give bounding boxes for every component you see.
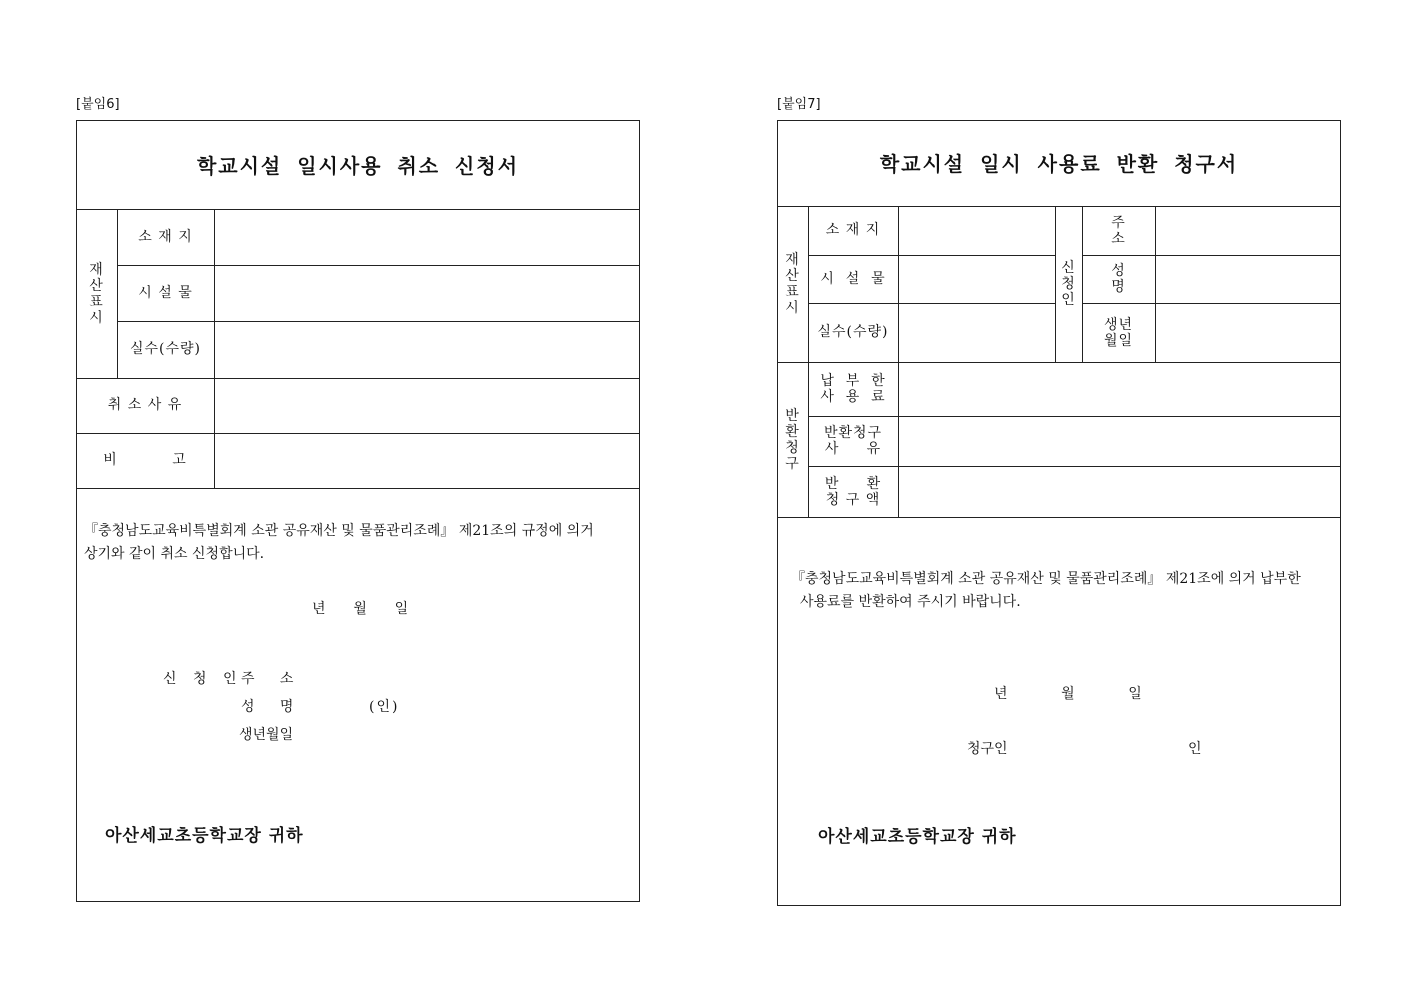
label-part: 생년 (1103, 316, 1134, 333)
refund-amount-label (808, 466, 898, 517)
label-part: 월일 (1103, 332, 1134, 349)
group-char: 환 (785, 423, 800, 440)
group-char: 산 (89, 277, 104, 294)
label-part: 명 (1111, 279, 1126, 295)
form-title: 학교시설 일시사용 취소 신청서 (196, 154, 520, 178)
regulation-text: 『충청남도교육비특별회계 소관 공유재산 및 물품관리조례』 제21조의 규정에 의거 (84, 523, 594, 539)
group-char: 시 (89, 309, 104, 326)
location-field[interactable] (899, 207, 1054, 255)
paid-fee-field[interactable] (899, 363, 1340, 416)
location-label: 소 재 지 (138, 228, 193, 245)
attachment-tag-7: [붙임7] (777, 97, 821, 112)
label-part: 청 구 액 (825, 491, 881, 508)
seal-mark: 인 (1188, 741, 1202, 757)
group-char: 재 (89, 261, 104, 278)
group-char: 청 (785, 439, 800, 456)
group-char: 산 (785, 268, 800, 284)
facility-label: 시 설 물 (820, 270, 886, 287)
cancel-reason-field[interactable] (215, 379, 639, 433)
group-char: 청 (1061, 276, 1076, 292)
property-group-label (76, 209, 117, 378)
paid-fee-label (808, 362, 898, 416)
divider (777, 517, 1341, 518)
group-char: 신 (1061, 260, 1076, 276)
birth-label (1082, 303, 1155, 362)
birth-label: 생년월일 (239, 727, 294, 743)
property-group-label (777, 206, 808, 362)
facility-label: 시 설 물 (138, 284, 193, 301)
label-part: 사 유 (824, 441, 882, 457)
name-label: 성 명 (241, 699, 297, 715)
request-text: 사용료를 반환하여 주시기 바랍니다. (800, 594, 1021, 610)
label-part: 성 (1111, 263, 1126, 279)
address-label (1082, 206, 1155, 255)
rooms-field[interactable] (215, 322, 639, 378)
rooms-field[interactable] (899, 304, 1054, 362)
name-label (1082, 255, 1155, 303)
label-part: 반환청구 (823, 425, 883, 441)
label-part: 주 (1111, 214, 1126, 231)
divider (76, 488, 640, 489)
refund-group-label (777, 362, 808, 517)
location-field[interactable] (215, 210, 639, 265)
form-title: 학교시설 일시 사용료 반환 청구서 (879, 152, 1239, 176)
rooms-label: 실수(수량) (129, 341, 202, 357)
claimant-label: 청구인 (967, 741, 1008, 757)
applicant-label: 신 청 인 (163, 671, 243, 687)
facility-field[interactable] (215, 266, 639, 321)
group-char: 재 (785, 252, 800, 268)
refund-amount-field[interactable] (899, 467, 1340, 517)
group-char: 인 (1061, 292, 1076, 308)
facility-field[interactable] (899, 256, 1054, 303)
label-part: 납 부 한 (820, 373, 886, 389)
group-char: 표 (785, 284, 800, 300)
label-part: 사 용 료 (820, 389, 886, 405)
cancel-reason-label: 취 소 사 유 (107, 397, 183, 413)
location-label: 소 재 지 (825, 222, 881, 238)
group-char: 표 (89, 293, 104, 310)
request-text: 상기와 같이 취소 신청합니다. (84, 546, 265, 562)
group-char: 시 (785, 300, 800, 316)
remark-field[interactable] (215, 434, 639, 488)
date-line: 년 월 일 (994, 686, 1144, 702)
group-char: 구 (785, 455, 800, 472)
seal-mark: (인) (369, 699, 400, 715)
rooms-label: 실수(수량) (817, 324, 889, 340)
refund-reason-label (808, 416, 898, 466)
address-field[interactable] (1156, 207, 1340, 255)
refund-reason-field[interactable] (899, 417, 1340, 466)
name-field[interactable] (1156, 256, 1340, 303)
label-part: 반 환 (824, 475, 882, 492)
address-label: 주 소 (241, 671, 297, 687)
attachment-tag-6: [붙임6] (76, 97, 120, 112)
regulation-text: 『충청남도교육비특별회계 소관 공유재산 및 물품관리조례』 제21조에 의거 납부한 (791, 571, 1301, 587)
recipient-line: 아산세교초등학교장 귀하 (105, 826, 304, 846)
remark-label: 비 고 (103, 452, 187, 468)
birth-field[interactable] (1156, 304, 1340, 362)
label-part: 소 (1111, 230, 1126, 247)
recipient-line: 아산세교초등학교장 귀하 (818, 827, 1017, 847)
date-line: 년 월 일 (312, 601, 411, 617)
applicant-group-label (1055, 206, 1082, 362)
group-char: 반 (785, 407, 800, 424)
